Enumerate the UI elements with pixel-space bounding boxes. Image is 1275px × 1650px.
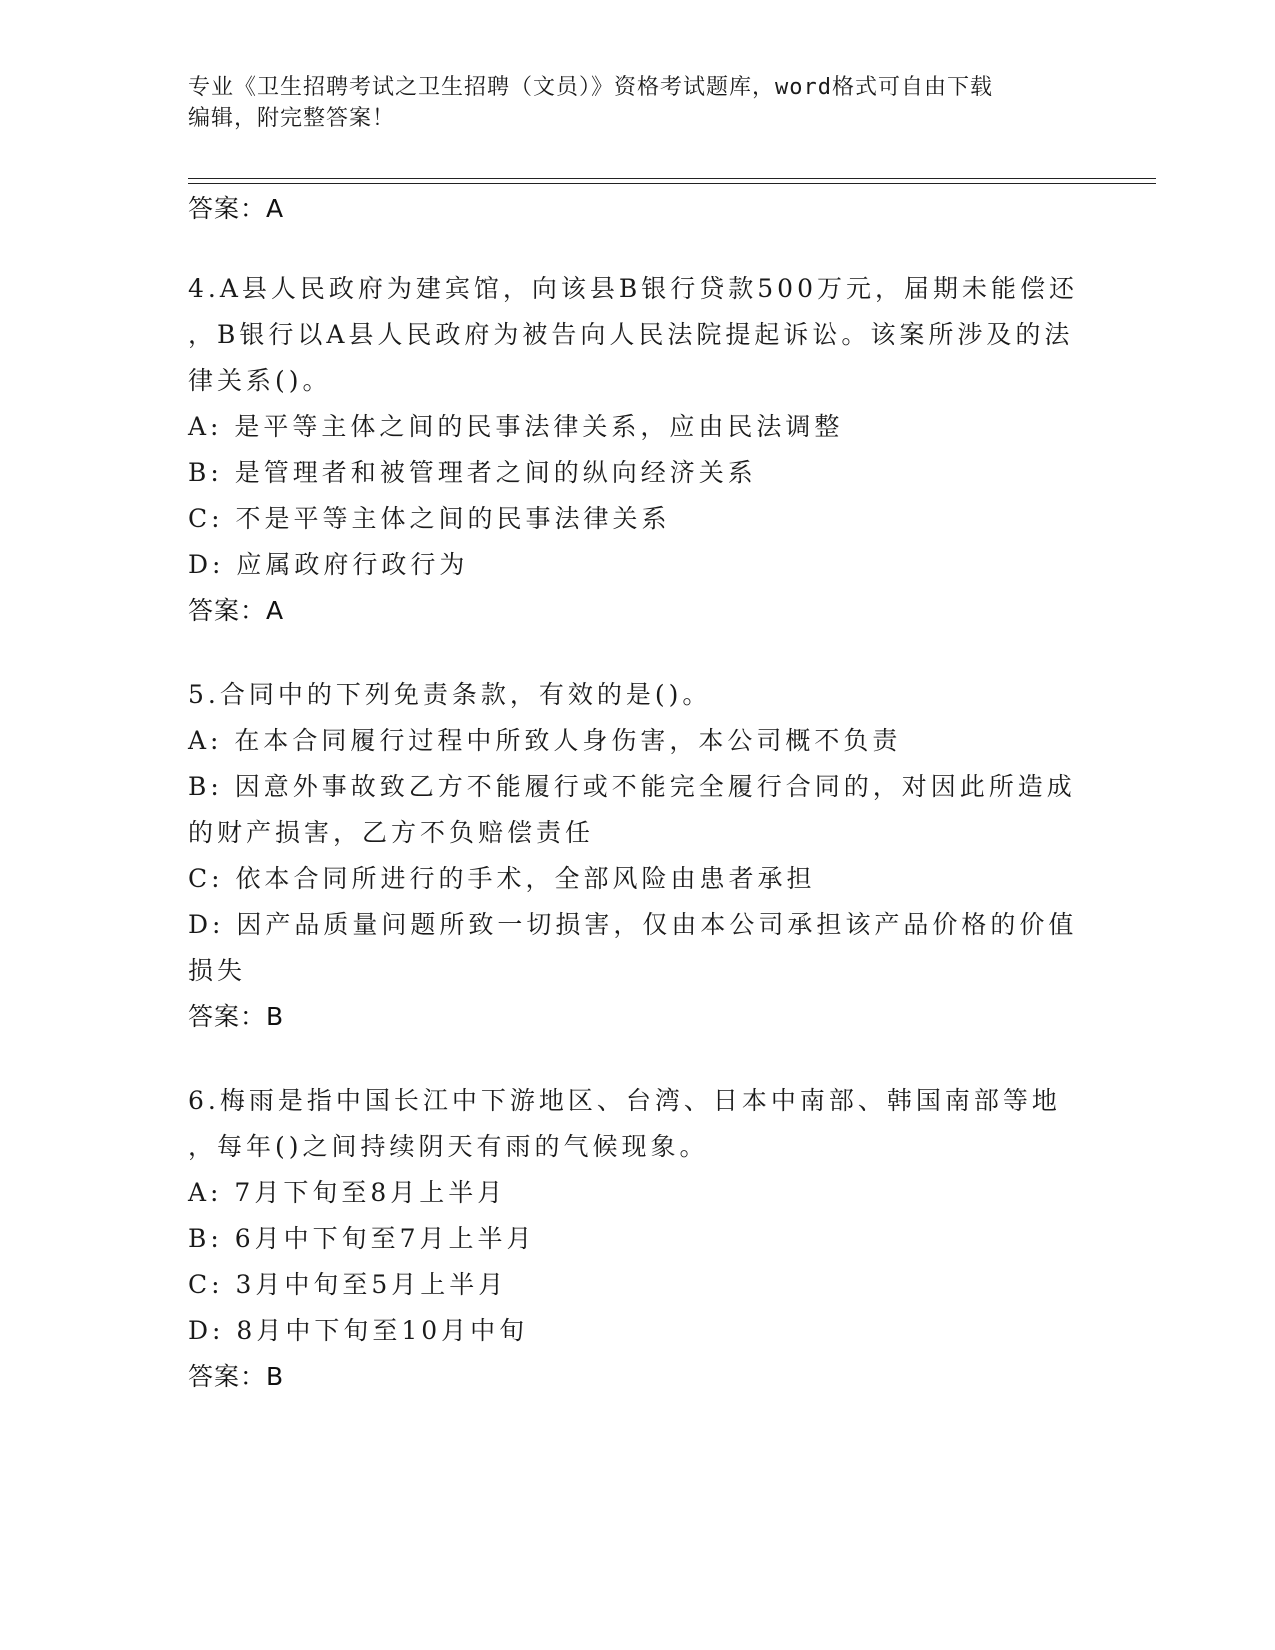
answer-label: 答案：A bbox=[188, 194, 285, 223]
option-c: C: 不是平等主体之间的民事法律关系 bbox=[188, 504, 671, 533]
header-divider-bottom bbox=[188, 183, 1156, 184]
document-header bbox=[188, 72, 1068, 134]
option-c: C: 依本合同所进行的手术，全部风险由患者承担 bbox=[188, 864, 816, 893]
answer-label: 答案：A bbox=[188, 596, 285, 625]
question-6 bbox=[188, 1078, 1088, 1399]
option-a: A: 是平等主体之间的民事法律关系，应由民法调整 bbox=[188, 412, 844, 441]
answer-label: 答案：B bbox=[188, 1362, 285, 1391]
header-divider-top bbox=[188, 178, 1156, 179]
option-a: A: 在本合同履行过程中所致人身伤害，本公司概不负责 bbox=[188, 726, 902, 755]
header-line-2: 编辑，附完整答案！ bbox=[188, 106, 396, 131]
question-stem-line: 6.梅雨是指中国长江中下游地区、台湾、日本中南部、韩国南部等地 bbox=[188, 1086, 1061, 1115]
option-a: A: 7月下旬至8月上半月 bbox=[188, 1178, 507, 1207]
option-b: B: 6月中下旬至7月上半月 bbox=[188, 1224, 536, 1253]
previous-answer-block bbox=[188, 186, 1088, 231]
option-d: D: 应属政府行政行为 bbox=[188, 550, 469, 579]
option-b-continued: 的财产损害，乙方不负赔偿责任 bbox=[188, 818, 595, 847]
question-stem-line: 4.A县人民政府为建宾馆，向该县B银行贷款500万元，届期未能偿还 bbox=[188, 274, 1078, 303]
question-stem-line: 5.合同中的下列免责条款，有效的是()。 bbox=[188, 680, 712, 709]
question-5 bbox=[188, 672, 1088, 1039]
option-b: B: 因意外事故致乙方不能履行或不能完全履行合同的，对因此所造成 bbox=[188, 772, 1076, 801]
header-line-1: 专业《卫生招聘考试之卫生招聘（文员）》资格考试题库，word格式可自由下载 bbox=[188, 75, 993, 100]
question-stem-line: ，B银行以A县人民政府为被告向人民法院提起诉讼。该案所涉及的法 bbox=[188, 320, 1074, 349]
question-4 bbox=[188, 266, 1088, 633]
option-c: C: 3月中旬至5月上半月 bbox=[188, 1270, 508, 1299]
option-d: D: 8月中下旬至10月中旬 bbox=[188, 1316, 529, 1345]
question-stem-line: 律关系()。 bbox=[188, 366, 332, 395]
option-d-continued: 损失 bbox=[188, 956, 247, 985]
option-b: B: 是管理者和被管理者之间的纵向经济关系 bbox=[188, 458, 757, 487]
answer-label: 答案：B bbox=[188, 1002, 285, 1031]
option-d: D: 因产品质量问题所致一切损害，仅由本公司承担该产品价格的价值 bbox=[188, 910, 1078, 939]
question-stem-line: ，每年()之间持续阴天有雨的气候现象。 bbox=[188, 1132, 709, 1161]
